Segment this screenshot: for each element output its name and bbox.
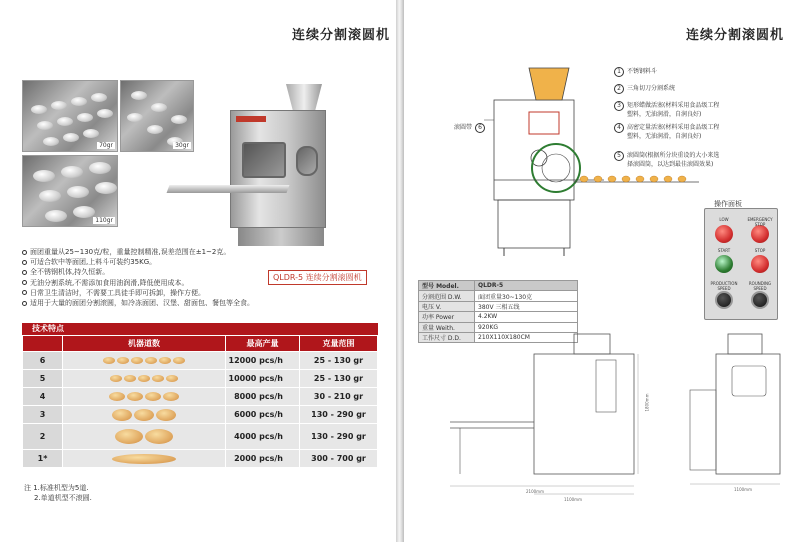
dough-ball-icon (134, 409, 154, 421)
panel-label: LOW (719, 217, 729, 222)
spec-label: 分割范围 D.W. (419, 291, 475, 301)
tech-section-title: 技术特点 (22, 323, 378, 335)
tech-row (23, 424, 378, 450)
photo-weight-tag: 30gr (175, 142, 189, 149)
dough-ball-icon (138, 375, 150, 382)
spec-row (419, 281, 578, 291)
tech-lanes-cell: 4 (23, 388, 63, 406)
dough-illustration (63, 370, 226, 388)
dough-ball-icon (131, 357, 143, 364)
feature-item: 可适合软中等面团,上料斗可装约35KG。 (22, 257, 302, 267)
spec-value: QLDR-5 (475, 281, 578, 291)
callout-2: 2 三角切刀分割系统 (614, 84, 675, 94)
tech-output-cell: 2000 pcs/h (226, 450, 300, 468)
tech-col-output: 最高产量 (226, 336, 300, 352)
callout-1: 1 不锈钢料斗 (614, 67, 657, 77)
dough-ball-icon (163, 392, 179, 401)
dough-ball-icon (156, 409, 176, 421)
tech-col-range: 克量范围 (300, 336, 378, 352)
spec-row (419, 291, 578, 301)
dough-illustration (63, 424, 226, 450)
emergency-stop-icon (751, 225, 769, 243)
spec-label: 重量 Weith. (419, 322, 475, 332)
dough-ball-icon (145, 357, 157, 364)
panel-label: ROUNDING SPEED (748, 281, 772, 291)
dough-ball-icon (110, 375, 122, 382)
tech-range-cell: 130 - 290 gr (300, 406, 378, 424)
panel-label: START (717, 248, 731, 253)
stop-button-icon (751, 255, 769, 273)
production-speed-dial-icon (715, 291, 733, 309)
machine-photo (168, 80, 368, 255)
spec-label: 电压 V. (419, 301, 475, 311)
left-page-title: 连续分割滚圆机 (292, 28, 391, 43)
dough-illustration (63, 450, 226, 468)
tech-row (23, 352, 378, 370)
dim-side-width: 1100mm (734, 487, 752, 492)
tech-output-cell: 4000 pcs/h (226, 424, 300, 450)
note-1: 注 1.标准机型为5道. (24, 484, 89, 492)
tech-range-cell: 25 - 130 gr (300, 370, 378, 388)
machine-schematic (474, 60, 604, 260)
operation-panel (704, 208, 778, 320)
spec-value: 4.2KW (475, 312, 578, 322)
tech-col-lanes: 机器道数 (63, 336, 226, 352)
tech-output-cell: 8000 pcs/h (226, 388, 300, 406)
tech-output-cell: 10000 pcs/h (226, 370, 300, 388)
dough-ball-icon (124, 375, 136, 382)
dough-ball-icon (115, 429, 143, 444)
tech-row (23, 388, 378, 406)
tech-row (23, 406, 378, 424)
panel-label: EMERGENCY STOP (747, 217, 773, 227)
front-elevation-drawing (450, 330, 640, 502)
dough-illustration (63, 388, 226, 406)
dough-ball-icon (159, 357, 171, 364)
rounding-speed-dial-icon (751, 291, 769, 309)
dim-width-total: 2100mm (526, 489, 544, 494)
dough-photo-70gr (22, 80, 118, 152)
note-2: 2.单道机型不滚圆. (34, 494, 92, 502)
dough-photo-110gr (22, 155, 118, 227)
rounding-belt-label: 滚圆带 6 (454, 122, 485, 133)
model-tag: QLDR-5 连续分割滚圆机 (268, 270, 367, 285)
conveyor-schematic (574, 168, 699, 192)
photo-weight-tag: 70gr (99, 142, 113, 149)
callout-5: 5 滚圆筒(根据所分块重设的大小来选 择滚圆筒，以达到最佳滚圆效果) (614, 151, 719, 169)
spec-row (419, 312, 578, 322)
spec-value: 380V 三相五线 (475, 301, 578, 311)
photo-weight-tag: 110gr (95, 217, 113, 224)
dough-ball-icon (173, 357, 185, 364)
spec-value: 920KG (475, 322, 578, 332)
dim-width-body: 1100mm (564, 497, 582, 502)
tech-col-blank (23, 336, 63, 352)
tech-row (23, 450, 378, 468)
feature-list (22, 247, 302, 308)
dough-ball-icon (109, 392, 125, 401)
dough-ball-icon (103, 357, 115, 364)
tech-lanes-cell: 6 (23, 352, 63, 370)
dough-ball-icon (145, 392, 161, 401)
spec-label: 功率 Power (419, 312, 475, 322)
start-button-icon (715, 255, 733, 273)
dough-ball-icon (166, 375, 178, 382)
dough-ball-icon (117, 357, 129, 364)
spec-label: 工作尺寸 D.D. (419, 332, 475, 342)
dough-ball-icon (112, 409, 132, 421)
tech-lanes-cell: 1* (23, 450, 63, 468)
feature-item: 无油分割系统,不需添加食用油润滑,降低使用成本。 (22, 278, 302, 288)
panel-label: STOP (754, 248, 766, 253)
tech-output-cell: 6000 pcs/h (226, 406, 300, 424)
tech-lanes-cell: 3 (23, 406, 63, 424)
tech-range-cell: 25 - 130 gr (300, 352, 378, 370)
tech-lanes-cell: 2 (23, 424, 63, 450)
callout-3: 3 矩形蜡做活塞(材料采用食品级工程 塑料，无油润滑，自润良好) (614, 101, 719, 119)
right-page (404, 0, 800, 542)
panel-title: 操作面板 (714, 200, 742, 208)
dim-height: 1800mm (644, 393, 650, 412)
notes (24, 483, 92, 503)
tech-output-cell: 12000 pcs/h (226, 352, 300, 370)
dough-illustration (63, 406, 226, 424)
feature-item: 适用于大量的面团分割滚圆，如冷冻面团、汉堡、甜面包、餐包等全食。 (22, 298, 302, 308)
feature-item: 面团重量从25~130克/粒，重量控制精准,误差范围在±1~2克。 (22, 247, 302, 257)
feature-item: 全不锈钢机体,持久恒新。 (22, 267, 302, 277)
tech-lanes-cell: 5 (23, 370, 63, 388)
side-elevation-drawing (686, 330, 792, 492)
dough-ball-icon (127, 392, 143, 401)
left-page (0, 0, 396, 542)
spec-value: 210X110X180CM (475, 332, 578, 342)
tech-range-cell: 300 - 700 gr (300, 450, 378, 468)
panel-label: PRODUCTION SPEED (710, 281, 738, 291)
spec-row (419, 301, 578, 311)
callout-4: 4 高密定量活塞(材料采用食品级工程 塑料，无油润滑，自润良好) (614, 123, 719, 141)
right-page-title: 连续分割滚圆机 (686, 28, 785, 43)
dough-ball-icon (152, 375, 164, 382)
tech-range-cell: 30 - 210 gr (300, 388, 378, 406)
dough-ball-icon (145, 429, 173, 444)
book-spine (396, 0, 404, 542)
tech-table (22, 323, 378, 468)
low-indicator-icon (715, 225, 733, 243)
tech-range-cell: 130 - 290 gr (300, 424, 378, 450)
spec-label: 型号 Model. (419, 281, 475, 291)
feature-item: 日常卫生清洁时，不需要工具徒手即可拆卸，操作方便。 (22, 288, 302, 298)
dough-illustration (63, 352, 226, 370)
tech-row (23, 370, 378, 388)
dough-ball-icon (112, 454, 176, 464)
spec-value: 面团重量30~130克 (475, 291, 578, 301)
